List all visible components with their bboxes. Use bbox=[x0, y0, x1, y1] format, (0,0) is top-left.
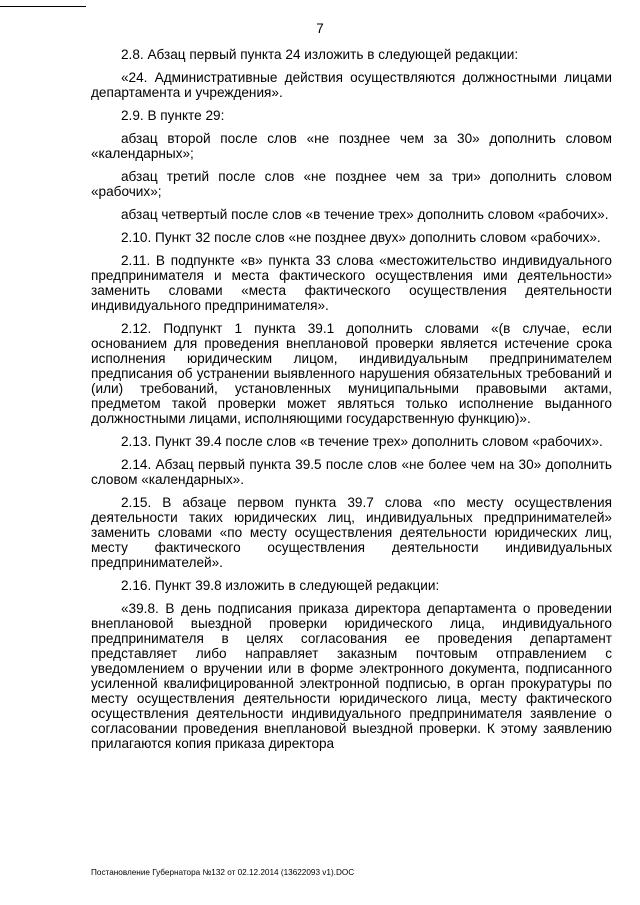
document-footer: Постановление Губернатора №132 от 02.12.2014 (13622093 v1).DOC bbox=[91, 868, 355, 877]
paragraph-2-12: 2.12. Подпункт 1 пункта 39.1 дополнить словами «(в случае, если основанием для проведения внеплановой проверки является истечение срока исполнения юридическим лицом, индивидуальным предпринимателем предписания об устранении выявленного нарушения обязательных требований и (или) требований, установленных муниципальными правовыми актами, предметом такой проверки может являться только исполнение выданного должностными лицами, исполняющими государственную функцию)». bbox=[91, 321, 612, 426]
top-rule bbox=[0, 6, 86, 7]
paragraph-2-8: 2.8. Абзац первый пункта 24 изложить в следующей редакции: bbox=[121, 47, 519, 62]
paragraph-2-16: 2.16. Пункт 39.8 изложить в следующей редакции: bbox=[121, 578, 440, 593]
paragraph-2-14: 2.14. Абзац первый пункта 39.5 после слов «не более чем на 30» дополнить словом «календарных». bbox=[91, 457, 612, 487]
paragraph-quote-24: «24. Административные действия осуществляются должностными лицами департамента и учреждения». bbox=[91, 70, 612, 100]
paragraph-2-10: 2.10. Пункт 32 после слов «не позднее двух» дополнить словом «рабочих». bbox=[121, 230, 601, 245]
paragraph-abzac-chetvertyy: абзац четвертый после слов «в течение трех» дополнить словом «рабочих». bbox=[121, 207, 609, 222]
paragraph-2-15: 2.15. В абзаце первом пункта 39.7 слова «по месту осуществления деятельности таких юридических лиц, индивидуальных предпринимателей» заменить словами «по месту осуществления деятельности юридических лиц, месту фактического осуществления деятельности индивидуальных предпринимателей». bbox=[91, 495, 612, 570]
paragraph-2-9: 2.9. В пункте 29: bbox=[121, 108, 225, 123]
paragraph-2-11: 2.11. В подпункте «в» пункта 33 слова «местожительство индивидуального предпринимателя и места фактического осуществления ими деятельности» заменить словами «места фактического осуществления деятельности индивидуального предпринимателя». bbox=[91, 253, 612, 313]
paragraph-abzac-vtoroy: абзац второй после слов «не позднее чем за 30» дополнить словом «календарных»; bbox=[91, 131, 612, 161]
document-body bbox=[91, 47, 612, 759]
paragraph-quote-39-8: «39.8. В день подписания приказа директора департамента о проведении внеплановой выездной проверки юридического лица, индивидуального предпринимателя в целях согласования ее проведения департамент представляет либо направляет заказным почтовым отправлением с уведомлением о вручении или в форме электронного документа, подписанного усиленной квалифицированной электронной подписью, в орган прокуратуры по месту осуществления деятельности юридического лица, месту фактического осуществления деятельности индивидуального предпринимателя заявление о согласовании проведения внеплановой выездной проверки. К этому заявлению прилагаются копия приказа директора bbox=[91, 601, 612, 751]
paragraph-2-13: 2.13. Пункт 39.4 после слов «в течение трех» дополнить словом «рабочих». bbox=[121, 434, 603, 449]
page-number: 7 bbox=[316, 21, 324, 36]
paragraph-abzac-tretiy: абзац третий после слов «не позднее чем за три» дополнить словом «рабочих»; bbox=[91, 169, 612, 199]
